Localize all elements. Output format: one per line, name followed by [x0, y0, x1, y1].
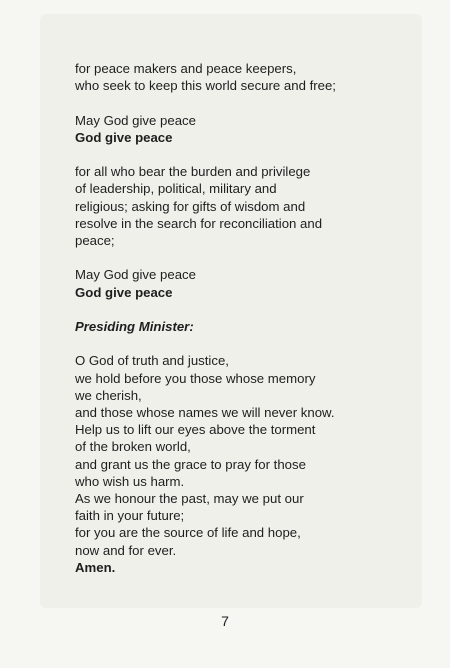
prayer-line: of the broken world,	[75, 439, 191, 455]
response-2-reply: God give peace	[75, 284, 173, 300]
prayer-line: As we honour the past, may we put our	[75, 491, 304, 506]
stanza-gap	[75, 335, 415, 352]
response-1-reply: God give peace	[75, 129, 173, 145]
prayer-line: and those whose names we will never know.	[75, 404, 335, 420]
stanza-2-line: religious; asking for gifts of wisdom and	[75, 198, 306, 214]
presiding-minister-heading: Presiding Minister:	[75, 318, 194, 334]
liturgy-text	[75, 60, 415, 576]
prayer-line: we cherish,	[75, 387, 142, 403]
prayer-line: faith in your future;	[75, 508, 185, 524]
prayer-line: we hold before you those whose memory	[75, 370, 316, 386]
stanza-gap	[75, 301, 415, 318]
prayer-line: now and for ever.	[75, 542, 177, 558]
response-1-call: May God give peace	[75, 112, 196, 128]
stanza-2-line: peace;	[75, 233, 115, 248]
prayer-line: O God of truth and justice,	[75, 353, 229, 369]
stanza-gap	[75, 249, 415, 266]
prayer-line: Help us to lift our eyes above the torment	[75, 422, 316, 438]
stanza-gap	[75, 94, 415, 111]
page-number: 7	[221, 613, 229, 629]
stanza-1-line: who seek to keep this world secure and free;	[75, 78, 336, 94]
prayer-line: who wish us harm.	[75, 473, 185, 489]
stanza-2-line: for all who bear the burden and privilege	[75, 164, 311, 180]
amen-text: Amen.	[75, 559, 116, 575]
stanza-gap	[75, 146, 415, 163]
stanza-1-line: for peace makers and peace keepers,	[75, 61, 297, 76]
stanza-2-line: of leadership, political, military and	[75, 181, 277, 197]
stanza-2-line: resolve in the search for reconciliation and	[75, 215, 323, 231]
response-2-call: May God give peace	[75, 267, 196, 283]
prayer-line: for you are the source of life and hope,	[75, 525, 301, 541]
prayer-line: and grant us the grace to pray for those	[75, 456, 306, 472]
